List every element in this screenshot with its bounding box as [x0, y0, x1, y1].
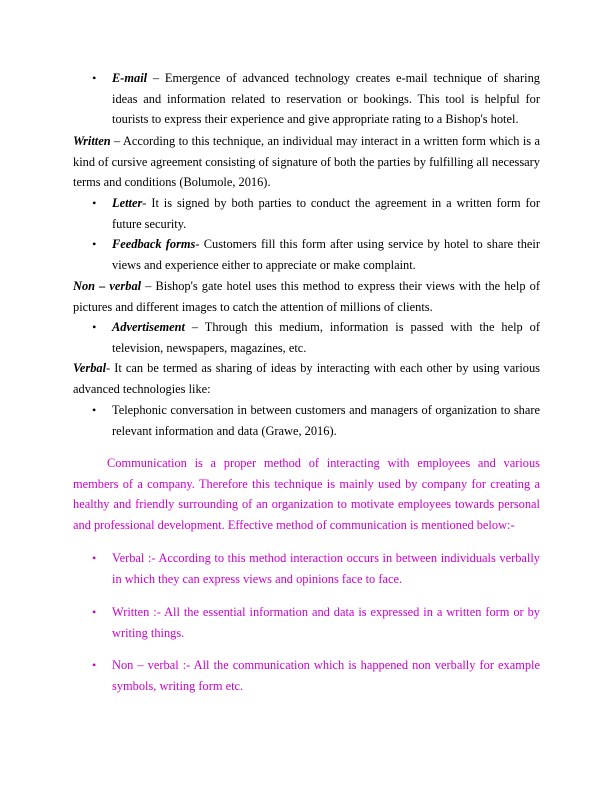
bullet-dot: • — [92, 196, 97, 210]
bullet-verbal-method — [92, 548, 540, 589]
verbal-term: Verbal — [73, 361, 107, 375]
magenta-bullet-text: Written :- All the essential information and data is expressed in a written form or by writing things. — [112, 605, 540, 640]
bullet-dot: • — [92, 551, 97, 565]
bullet-email — [92, 68, 540, 130]
email-term: E-mail — [112, 71, 148, 85]
verbal-paragraph — [73, 358, 540, 399]
written-text: – According to this technique, an individual may interact in a written form which is a kind of cursive agreement consisting of signature of both the parties by fulfilling all necessary terms and conditions (Bolumole, 2016). — [73, 134, 540, 189]
communication-text: Communication is a proper method of interacting with employees and various members of a company. Therefore this technique is mainly used by company for creating a healthy and friendly surrounding of an organization to motivate employees towards personal and professional development. Effective method of communication is mentioned below:- — [73, 456, 540, 532]
magenta-bullet-text: Verbal :- According to this method interaction occurs in between individuals verbally in which they can express views and opinions face to face. — [112, 551, 540, 586]
magenta-bullet-text: Non – verbal :- All the communication which is happened non verbally for example symbols, writing form etc. — [112, 658, 540, 693]
telephonic-text: Telephonic conversation in between customers and managers of organization to share relevant information and data (Grawe, 2016). — [112, 403, 540, 438]
advertisement-term: Advertisement — [112, 320, 185, 334]
nonverbal-paragraph — [73, 276, 540, 317]
bullet-telephonic — [92, 400, 540, 441]
bullet-letter — [92, 193, 540, 234]
advertisement-text: – Through this medium, information is passed with the help of television, newspapers, magazines, etc. — [112, 320, 540, 355]
bullet-dot: • — [92, 605, 97, 619]
feedback-text: - Customers fill this form after using service by hotel to share their views and experience either to appreciate or make complaint. — [112, 237, 541, 272]
feedback-term: Feedback forms — [112, 237, 196, 251]
verbal-text: - It can be termed as sharing of ideas by interacting with each other by using various advanced technologies like: — [73, 361, 540, 396]
nonverbal-term: Non – verbal — [73, 279, 142, 293]
bullet-dot: • — [92, 237, 97, 251]
written-term: Written — [73, 134, 111, 148]
bullet-dot: • — [92, 403, 97, 417]
bullet-dot: • — [92, 658, 97, 672]
bullet-advertisement — [92, 317, 540, 358]
email-text: – Emergence of advanced technology creates e-mail technique of sharing ideas and information related to reservation or bookings. This tool is helpful for tourists to express their experience and give appropriate rating to a Bishop's hotel. — [112, 71, 540, 126]
bullet-dot: • — [92, 320, 97, 334]
nonverbal-text: – Bishop's gate hotel uses this method to express their views with the help of pictures and different images to catch the attention of millions of clients. — [73, 279, 540, 314]
bullet-written-method — [92, 602, 540, 643]
communication-paragraph — [73, 453, 540, 535]
letter-term: Letter — [112, 196, 143, 210]
bullet-dot: • — [92, 71, 97, 85]
letter-text: - It is signed by both parties to conduct the agreement in a written form for future security. — [112, 196, 540, 231]
written-paragraph — [73, 131, 540, 193]
bullet-feedback — [92, 234, 541, 275]
email-paragraph — [112, 68, 540, 130]
bullet-nonverbal-method — [92, 655, 540, 696]
